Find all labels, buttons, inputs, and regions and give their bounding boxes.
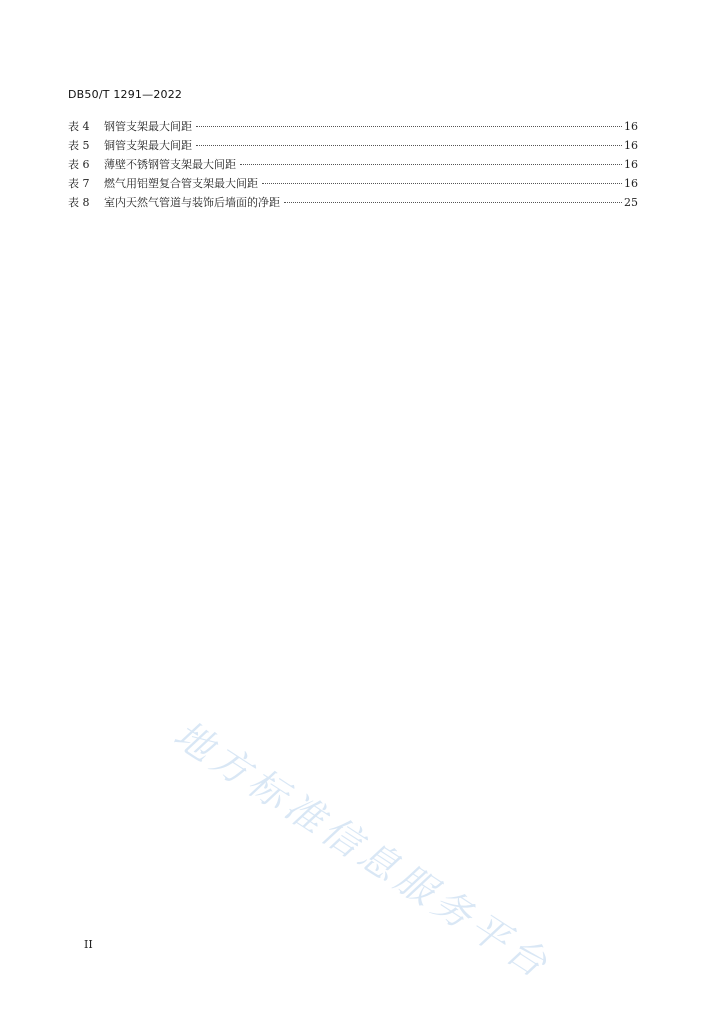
toc-entry-page: 16 xyxy=(624,158,638,171)
toc-entry-title: 钢管支架最大间距 xyxy=(104,120,192,133)
toc-dot-leader xyxy=(240,164,622,165)
toc-entry[interactable] xyxy=(68,118,638,137)
toc-entry-page: 16 xyxy=(624,139,638,152)
toc-entry-page: 25 xyxy=(624,196,638,209)
toc-entry-title: 薄壁不锈钢管支架最大间距 xyxy=(104,158,236,171)
toc-dot-leader xyxy=(196,126,622,127)
toc-entry-label: 表 6 xyxy=(68,158,90,171)
toc-entry[interactable] xyxy=(68,156,638,175)
toc-entry-page: 16 xyxy=(624,120,638,133)
toc-entry-label: 表 5 xyxy=(68,139,90,152)
page-number: II xyxy=(84,938,93,951)
toc-entry-label: 表 8 xyxy=(68,196,90,209)
document-id-header: DB50/T 1291—2022 xyxy=(68,88,183,101)
toc-entry-page: 16 xyxy=(624,177,638,190)
toc-dot-leader xyxy=(262,183,622,184)
table-of-contents xyxy=(68,118,638,213)
toc-dot-leader xyxy=(284,202,622,203)
toc-entry-label: 表 4 xyxy=(68,120,90,133)
toc-dot-leader xyxy=(196,145,622,146)
toc-entry-title: 铜管支架最大间距 xyxy=(104,139,192,152)
toc-entry-title: 燃气用铝塑复合管支架最大间距 xyxy=(104,177,258,190)
toc-entry-title: 室内天然气管道与装饰后墙面的净距 xyxy=(104,196,280,209)
toc-entry[interactable] xyxy=(68,137,638,156)
toc-entry-label: 表 7 xyxy=(68,177,90,190)
toc-entry[interactable] xyxy=(68,194,638,213)
watermark-text: 地方标准信息服务平台 xyxy=(166,711,560,989)
toc-entry[interactable] xyxy=(68,175,638,194)
